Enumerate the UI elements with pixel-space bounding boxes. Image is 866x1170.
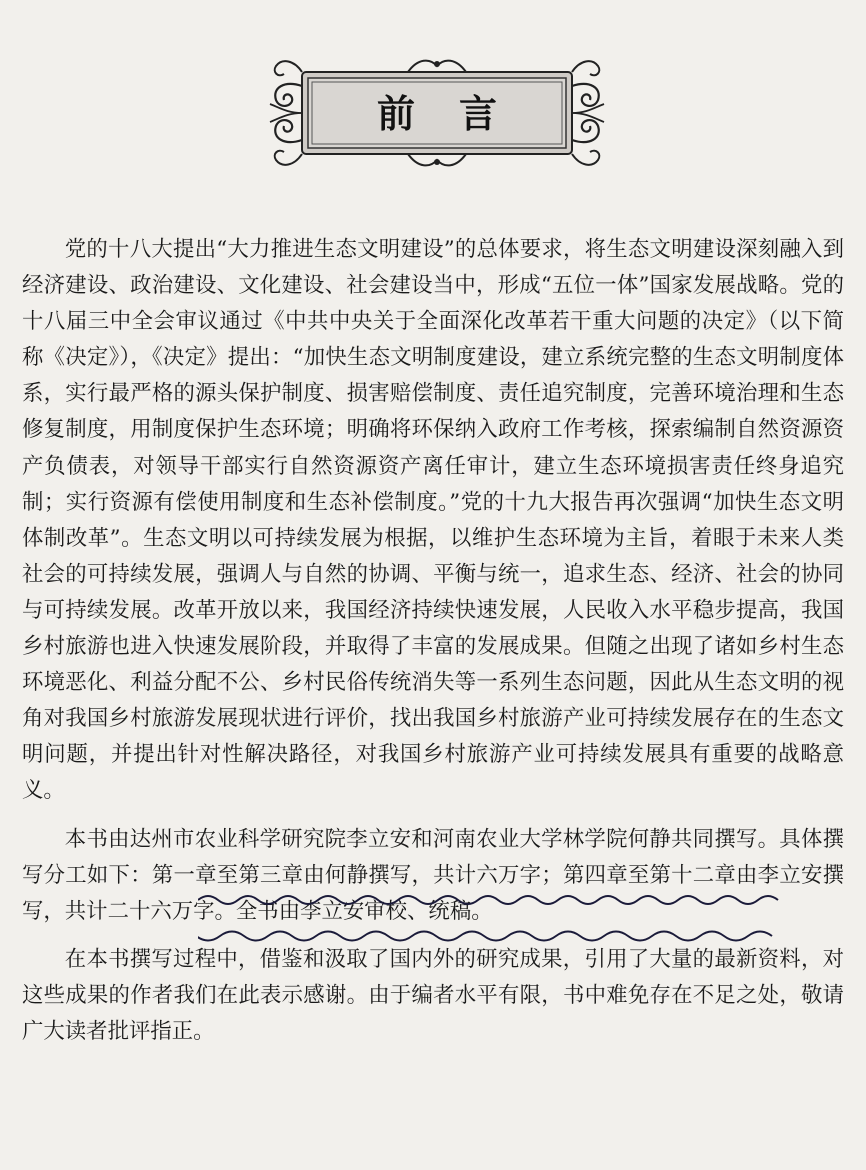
- paragraph-2: 本书由达州市农业科学研究院李立安和河南农业大学林学院何静共同撰写。具体撰写分工如下：第一章至第三章由何静撰写，共计六万字；第四章至第十二章由李立安撰写，共计二十六万字。全书由李立安审校、统稿。: [22, 826, 844, 924]
- paragraph-3: 在本书撰写过程中，借鉴和汲取了国内外的研究成果，引用了大量的最新资料，对这些成果的作者我们在此表示感谢。由于编者水平有限，书中难免存在不足之处，敬请广大读者批评指正。: [22, 946, 844, 1044]
- preface-body: [22, 232, 844, 1050]
- page-title: 前言: [376, 91, 541, 136]
- title-frame: [258, 52, 616, 174]
- paragraph-1: 党的十八大提出“大力推进生态文明建设”的总体要求，将生态文明建设深刻融入到经济建设、政治建设、文化建设、社会建设当中，形成“五位一体”国家发展战略。党的十八届三中全会审议通过《中共中央关于全面深化改革若干重大问题的决定》（以下简称《决定》），《决定》提出：“加快生态文明制度建设，建立系统完整的生态文明制度体系，实行最严格的源头保护制度、损害赔偿制度、责任追究制度，完善环境治理和生态修复制度，用制度保护生态环境；明确将环保纳入政府工作考核，探索编制自然资源资产负债表，对领导干部实行自然资源资产离任审计，建立生态环境损害责任终身追究制；实行资源有偿使用制度和生态补偿制度。”党的十九大报告再次强调“加快生态文明体制改革”。生态文明以可持续发展为根据，以维护生态环境为主旨，着眼于未来人类社会的可持续发展，强调人与自然的协调、平衡与统一，追求生态、经济、社会的协同与可持续发展。改革开放以来，我国经济持续快速发展，人民收入水平稳步提高，我国乡村旅游也进入快速发展阶段，并取得了丰富的发展成果。但随之出现了诸如乡村生态环境恶化、利益分配不公、乡村民俗传统消失等一系列生态问题，因此从生态文明的视角对我国乡村旅游发展现状进行评价，找出我国乡村旅游产业可持续发展存在的生态文明问题，并提出针对性解决路径，对我国乡村旅游产业可持续发展具有重要的战略意义。: [22, 237, 844, 804]
